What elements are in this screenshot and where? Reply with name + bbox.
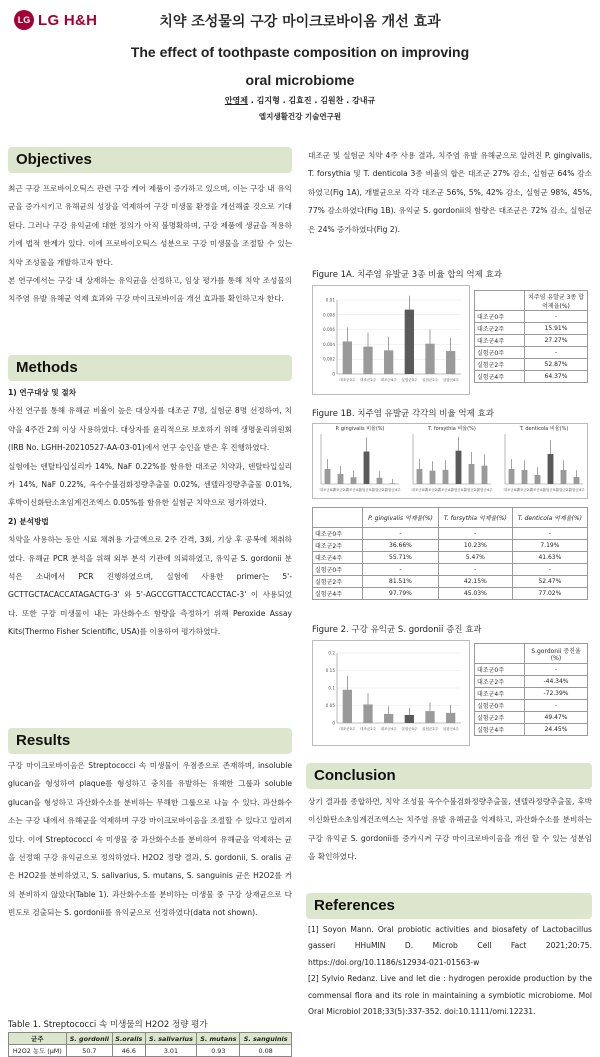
- table-row: [475, 323, 588, 335]
- table-row-label: 대조군2주: [475, 323, 525, 335]
- results-heading: Results: [8, 728, 292, 754]
- x-tick-label: 실험군0주: [401, 727, 418, 731]
- table-row-label: 실험군2주: [313, 576, 363, 588]
- table-row: [475, 347, 588, 359]
- table-row: [313, 564, 588, 576]
- table-row-label: 대조군4주: [475, 335, 525, 347]
- x-tick-label: 대조군4주: [380, 727, 397, 731]
- table-row-label: 실험군2주: [475, 359, 525, 371]
- table-cell: -72.39%: [525, 688, 588, 700]
- chart-bar: [405, 310, 414, 374]
- table-row-label: 실험군2주: [475, 712, 525, 724]
- table-header-cell: 치주염 유발균 3종 합 억제율(%): [525, 291, 588, 311]
- table-header-cell: S. sanguinis: [240, 1033, 292, 1045]
- x-tick-label: 대조군2주: [359, 378, 377, 382]
- table-row: [9, 1045, 292, 1057]
- methods-text: [8, 384, 292, 642]
- title-korean: 치약 조성물의 구강 마이크로바이옴 개선 효과: [159, 14, 441, 30]
- chart-bar: [343, 341, 352, 374]
- y-tick-label: 0: [332, 720, 335, 726]
- fig2-caption: Figure 2. 구강 유익균 S. gordonii 증진 효과: [312, 625, 482, 635]
- table-row-label: 실험군0주: [475, 347, 525, 359]
- table-cell: 41.63%: [512, 552, 587, 564]
- x-tick-label: 실험군4주: [568, 488, 585, 492]
- table-row: [475, 676, 588, 688]
- y-tick-label: 0: [332, 371, 335, 377]
- chart-bar: [535, 475, 541, 484]
- reference-2: [2] Sylvio Redanz. Live and let die : hydrogen peroxide production by the commensal flora and its role in maintaining a symbiotic microbiome. Mol Oral Microbiol 2018;33(5):337-352. doi:10.1111/omi.12231.: [308, 974, 592, 1017]
- objectives-text: [8, 180, 292, 309]
- y-tick-label: 0.15: [325, 668, 335, 673]
- chart-bar: [338, 474, 344, 484]
- table-cell: 52.87%: [525, 359, 588, 371]
- fig1b-caption: Figure 1B. 치주염 유발균 각각의 비율 억제 효과: [312, 409, 494, 419]
- x-tick-label: 대조군2주: [516, 488, 533, 492]
- table-row: [313, 508, 588, 528]
- chart-title: T. denticola 비율(%): [519, 426, 569, 432]
- fig1a-table: [474, 290, 588, 383]
- table-cell: -: [525, 311, 588, 323]
- fig1a-caption: Figure 1A. 치주염 유발균 3종 비율 합의 억제 효과: [312, 270, 502, 280]
- objectives-paragraph-1: 최근 구강 프로바이오틱스 관련 구강 케어 제품이 증가하고 있으며, 이는 구강 내 유익균을 증가시키고 유해균의 성장을 억제하여 구강 미생물 환경을 개선해줄 것으로 기대된다. 그러나 구강 유익균에 대한 정의가 아직 불명확하며, 구강 제품에 생균을 적용하기에 법적 한계가 있다. 이에 프로바이오틱스 성분으로 구강 미생물을 조절할 수 있는 치약 조성물을 개발하고자 한다.: [8, 184, 292, 267]
- table-cell: 10.23%: [438, 540, 512, 552]
- methods-subheading-2: 2) 분석방법: [8, 516, 49, 526]
- table-cell: -: [525, 347, 588, 359]
- references-heading: References: [306, 893, 592, 919]
- title-english: [90, 38, 510, 94]
- y-tick-label: 0.006: [323, 327, 335, 333]
- table-row-label: 실험군0주: [475, 700, 525, 712]
- table-cell: 52.47%: [512, 576, 587, 588]
- fig2-table: [474, 643, 588, 736]
- table-row: [313, 528, 588, 540]
- chart-bar: [482, 466, 488, 484]
- table-row-label: 실험군4주: [313, 588, 363, 600]
- table-cell: 0.08: [240, 1045, 292, 1057]
- table-row-label: 대조군0주: [475, 664, 525, 676]
- table-row: [475, 712, 588, 724]
- table-cell: -44.34%: [525, 676, 588, 688]
- chart-bar: [384, 714, 393, 723]
- x-tick-label: 대조군2주: [359, 727, 377, 731]
- table-cell: 15.91%: [525, 323, 588, 335]
- table-row: [475, 688, 588, 700]
- chart-bar: [405, 715, 414, 723]
- chart-bar: [343, 690, 352, 723]
- conclusion-heading: Conclusion: [306, 763, 592, 789]
- table-row-label: 대조군0주: [475, 311, 525, 323]
- table-header-cell: P. gingivalis 억제율(%): [363, 508, 439, 528]
- fig2-chart-svg: [313, 641, 469, 745]
- coauthors: . 김지형 . 김효진 . 김원찬 . 강내규: [250, 96, 376, 105]
- x-tick-label: 실험군0주: [358, 488, 375, 492]
- x-tick-label: 대조군0주: [339, 378, 356, 382]
- table-row: [475, 724, 588, 736]
- chart-bar: [417, 469, 423, 484]
- table-cell: -: [363, 528, 439, 540]
- table-row-label: H2O2 농도 (μM): [9, 1045, 67, 1057]
- methods-heading: Methods: [8, 355, 292, 381]
- table-cell: 81.51%: [363, 576, 439, 588]
- y-tick-label: 0.008: [323, 312, 335, 318]
- table-cell: 45.03%: [438, 588, 512, 600]
- table-cell: 24.45%: [525, 724, 588, 736]
- table-cell: -: [525, 664, 588, 676]
- table-cell: 64.37%: [525, 371, 588, 383]
- table1-header-row: [9, 1033, 292, 1045]
- chart-bar: [446, 713, 455, 723]
- chart-bar: [425, 711, 434, 723]
- table-row-label: 대조군0주: [313, 528, 363, 540]
- methods-subheading-1: 1) 연구대상 및 절차: [8, 388, 77, 397]
- fig1b-charts: [312, 423, 588, 499]
- chart-bar: [363, 704, 372, 723]
- logo-mark-icon: LG: [14, 10, 34, 30]
- table-row: [475, 371, 588, 383]
- table-cell: 36.66%: [363, 540, 439, 552]
- chart-bar: [561, 470, 567, 484]
- x-tick-label: 대조군2주: [424, 488, 441, 492]
- chart-bar: [390, 483, 396, 484]
- results-continued-text: 대조군 및 실험군 치약 4주 사용 결과, 치주염 유발 유해균으로 알려진 P. gingivalis, T. forsythia 및 T. denticola 3종 비율의 합은 대조군 27% 감소, 실험군 64% 감소하였고(Fig 1A), 개별균으로 각각 대조군 56%, 5%, 42% 감소, 실험군 98%, 45%, 77% 감소하였다(Fig 1B). 유익균 S. gordonii의 함량은 대조군은 72% 감소, 실험군은 24% 증가하였다(Fig 2).: [308, 151, 592, 234]
- table-row: [475, 311, 588, 323]
- chart-bar: [351, 477, 357, 484]
- chart-bar: [430, 471, 436, 484]
- table-row: [475, 291, 588, 311]
- table-header-cell: S. salivarius: [145, 1033, 197, 1045]
- table-cell: 97.79%: [363, 588, 439, 600]
- table-header-cell: S.oralis: [113, 1033, 145, 1045]
- table-cell: -: [363, 564, 439, 576]
- results-text: 구강 마이크로바이옴은 Streptococci 속 미생물이 우점종으로 존재하며, insoluble glucan을 형성하여 plaque를 형성하고 충치를 유발하는 유해한 그룹과 soluble glucan을 형성하고 과산화수소를 분비하는 무해한 그룹으로 나눌 수 있다. 과산화수소는 구강 내에서 유해균을 억제하며 구강 마이크로바이옴을 조절할 수 있다고 알려져 있다. 이에 Streptococci 속 미생물 중 과산화수소를 분비하여 유해균을 억제하는 균을 선정해 구강 유익균으로 정의하였다. H2O2 정량 결과, S. gordonii, S. oralis 균은 H2O2를 분비하였고, S. salivarius, S. mutans, S. sanguinis 균은 H2O2를 거의 분비하지 않았다(Table 1). 과산화수소를 분비하는 미생물 중 구강 상재균으로 다빈도로 검출되는 S. gordonii를 유익균으로 선정하였다(data not shown).: [8, 761, 292, 918]
- table-header-cell: S. mutans: [197, 1033, 240, 1045]
- table-header-cell: [313, 508, 363, 528]
- table-cell: 42.15%: [438, 576, 512, 588]
- x-tick-label: 실험군2주: [421, 378, 439, 382]
- chart-bar: [377, 478, 383, 484]
- table-header-cell: T. denticola 억제율(%): [512, 508, 587, 528]
- fig1a-chart-svg: [313, 286, 469, 394]
- x-tick-label: 대조군0주: [503, 488, 520, 492]
- x-tick-label: 대조군4주: [437, 488, 454, 492]
- table-row: [313, 588, 588, 600]
- fig1b-chart-svg: [313, 424, 587, 498]
- x-tick-label: 실험군4주: [442, 727, 459, 731]
- table-header-cell: S.gordonii 증진율(%): [525, 644, 588, 664]
- x-tick-label: 실험군0주: [401, 378, 418, 382]
- chart-bar: [469, 464, 475, 484]
- table-row-label: 실험군4주: [475, 724, 525, 736]
- chart-title: P. gingivalis 비율(%): [335, 426, 385, 432]
- y-tick-label: 0.2: [328, 650, 335, 656]
- table-cell: 49.47%: [525, 712, 588, 724]
- x-tick-label: 실험군0주: [542, 488, 559, 492]
- x-tick-label: 대조군0주: [339, 727, 356, 731]
- chart-bar: [443, 470, 449, 484]
- table-row-label: 실험군0주: [313, 564, 363, 576]
- table-header-cell: T. forsythia 억제율(%): [438, 508, 512, 528]
- chart-bar: [364, 452, 370, 485]
- table-cell: 55.71%: [363, 552, 439, 564]
- x-tick-label: 실험군4주: [442, 378, 459, 382]
- table-row: [475, 700, 588, 712]
- chart-bar: [522, 470, 528, 484]
- first-author: 안영제: [224, 96, 248, 105]
- references-list: [308, 922, 592, 1020]
- table-row: [475, 335, 588, 347]
- x-tick-label: 대조군4주: [380, 378, 397, 382]
- objectives-paragraph-2: 본 연구에서는 구강 내 상재하는 유익균을 선정하고, 임상 평가를 통해 치약 조성물의 치주염 유발 유해균 억제 효과와 구강 마이크로바이옴 개선 효과를 확인하고자 한다.: [8, 276, 292, 304]
- table-cell: -: [512, 528, 587, 540]
- y-tick-label: 0.004: [323, 341, 335, 347]
- chart-bar: [446, 351, 455, 374]
- y-tick-label: 0.01: [325, 297, 335, 303]
- table-cell: 50.7: [66, 1045, 112, 1057]
- title-english-line-2: oral microbiome: [245, 72, 355, 88]
- conclusion-text: 상기 결과를 종합하면, 치약 조성물 옥수수불검화정량추출물, 센텔라정량추출물, 후박이신화탄소초임계건조엑스는 치주염 유발 유해균을 억제하고, 과산화수소를 분비하는 구강 유익균 S. gordonii를 증가시켜 구강 마이크로바이옴을 개선 할 수 있는 성분임을 확인하였다.: [308, 797, 592, 862]
- x-tick-label: 실험군2주: [371, 488, 388, 492]
- chart-bar: [574, 477, 580, 484]
- table-cell: 3.01: [145, 1045, 197, 1057]
- reference-1: [1] Soyon Mann. Oral probiotic activities and biosafety of Lactobacillus gasseri HHuMIN D. Microb Cell Fact 2021;20:75. https://doi.org/10.1186/s12934-021-01563-w: [308, 925, 592, 967]
- fig1b-table: [312, 507, 588, 600]
- chart-title: T. forsythia 비율(%): [428, 426, 476, 432]
- x-tick-label: 실험군4주: [476, 488, 493, 492]
- y-tick-label: 0.002: [323, 356, 335, 362]
- table-row-label: 대조군4주: [475, 688, 525, 700]
- chart-bar: [456, 451, 462, 484]
- table-cell: 0.93: [197, 1045, 240, 1057]
- table-row-label: 실험군4주: [475, 371, 525, 383]
- author-list: [0, 95, 600, 106]
- table-cell: 5.47%: [438, 552, 512, 564]
- table-header-cell: S. gordonii: [66, 1033, 112, 1045]
- table-header-cell: 균주: [9, 1033, 67, 1045]
- table-row: [475, 644, 588, 664]
- y-tick-label: 0.1: [328, 685, 335, 691]
- y-tick-label: 0.05: [325, 703, 335, 708]
- affiliation: 엘지생활건강 기술연구원: [258, 112, 342, 121]
- x-tick-label: 대조군4주: [345, 488, 362, 492]
- fig1a-chart: [312, 285, 470, 395]
- table1: [8, 1032, 292, 1057]
- x-tick-label: 실험군2주: [555, 488, 572, 492]
- chart-bar: [425, 344, 434, 374]
- x-tick-label: 대조군2주: [332, 488, 349, 492]
- table-cell: 77.02%: [512, 588, 587, 600]
- chart-bar: [325, 469, 331, 484]
- x-tick-label: 대조군0주: [319, 488, 336, 492]
- poster-header: [0, 0, 600, 140]
- methods-paragraph-3: 치약을 사용하는 동안 시료 채취용 가글액으로 2주 간격, 3회, 기상 후 공복에 채취하였다. 유해균 PCR 분석을 위해 외부 분석 기관에 의뢰하였고, 유익균 S. gordonii 분석은 소내에서 PCR 진행하였으며, 실험에 사용한 primer는 5'-GCTTGCTACACCATAGACTG-3' 와 5'-AGCCGTTACCTCACCTAC-3' 이 사용되었다. 또한 구강 미생물이 내는 과산화수소 함량을 측정하기 위해 Peroxide Assay Kits(Thermo Fisher Scientific, USA)를 이용하여 평가하였다.: [8, 535, 292, 637]
- table-row: [475, 359, 588, 371]
- table1-caption: Table 1. Streptococci 속 미생물의 H2O2 정량 평가: [8, 1020, 208, 1030]
- chart-bar: [548, 454, 554, 484]
- table-row-label: 대조군4주: [313, 552, 363, 564]
- x-tick-label: 대조군0주: [411, 488, 428, 492]
- table-cell: -: [438, 528, 512, 540]
- table-row: [313, 576, 588, 588]
- fig2-chart: [312, 640, 470, 746]
- table-cell: 27.27%: [525, 335, 588, 347]
- logo-brand-text: LG H&H: [38, 11, 98, 29]
- table-row: [313, 552, 588, 564]
- methods-paragraph-1: 사전 연구를 통해 유해균 비율이 높은 대상자를 대조군 7명, 실험군 8명 선정하여, 치약을 4주간 2회 이상 사용하였다. 대상자를 윤리적으로 보호하기 위해 생명윤리위원회(IRB No. LGHH-20210527-AA-03-01)에서 연구 승인을 받은 후 진행하였다.: [8, 406, 292, 453]
- x-tick-label: 실험군2주: [463, 488, 480, 492]
- chart-bar: [384, 350, 393, 374]
- chart-bar: [509, 469, 515, 484]
- x-tick-label: 대조군4주: [529, 488, 546, 492]
- table-row: [313, 540, 588, 552]
- x-tick-label: 실험군2주: [421, 727, 439, 731]
- table-cell: 7.19%: [512, 540, 587, 552]
- table-row-label: 대조군2주: [313, 540, 363, 552]
- title-english-line-1: The effect of toothpaste composition on improving: [130, 44, 470, 60]
- table-cell: -: [512, 564, 587, 576]
- table-row: [475, 664, 588, 676]
- x-tick-label: 실험군0주: [450, 488, 467, 492]
- table-corner-cell: [475, 644, 525, 664]
- x-tick-label: 실험군4주: [384, 488, 401, 492]
- objectives-heading: Objectives: [8, 147, 292, 173]
- table-cell: 46.6: [113, 1045, 145, 1057]
- table-row-label: 대조군2주: [475, 676, 525, 688]
- table-cell: -: [525, 700, 588, 712]
- chart-bar: [363, 347, 372, 374]
- table-corner-cell: [475, 291, 525, 311]
- table-cell: -: [438, 564, 512, 576]
- methods-paragraph-2: 실험에는 덴탈타입실리카 14%, NaF 0.22%를 함유한 대조군 치약과, 덴탈타입실리카 14%, NaF 0.22%, 옥수수불검화정량추출물 0.02%, 센텔라정량추출물 0.01%, 후박이신화탄소초임계건조엑스 0.05%를 함유한 실험군 치약으로 평가하였다.: [8, 461, 292, 508]
